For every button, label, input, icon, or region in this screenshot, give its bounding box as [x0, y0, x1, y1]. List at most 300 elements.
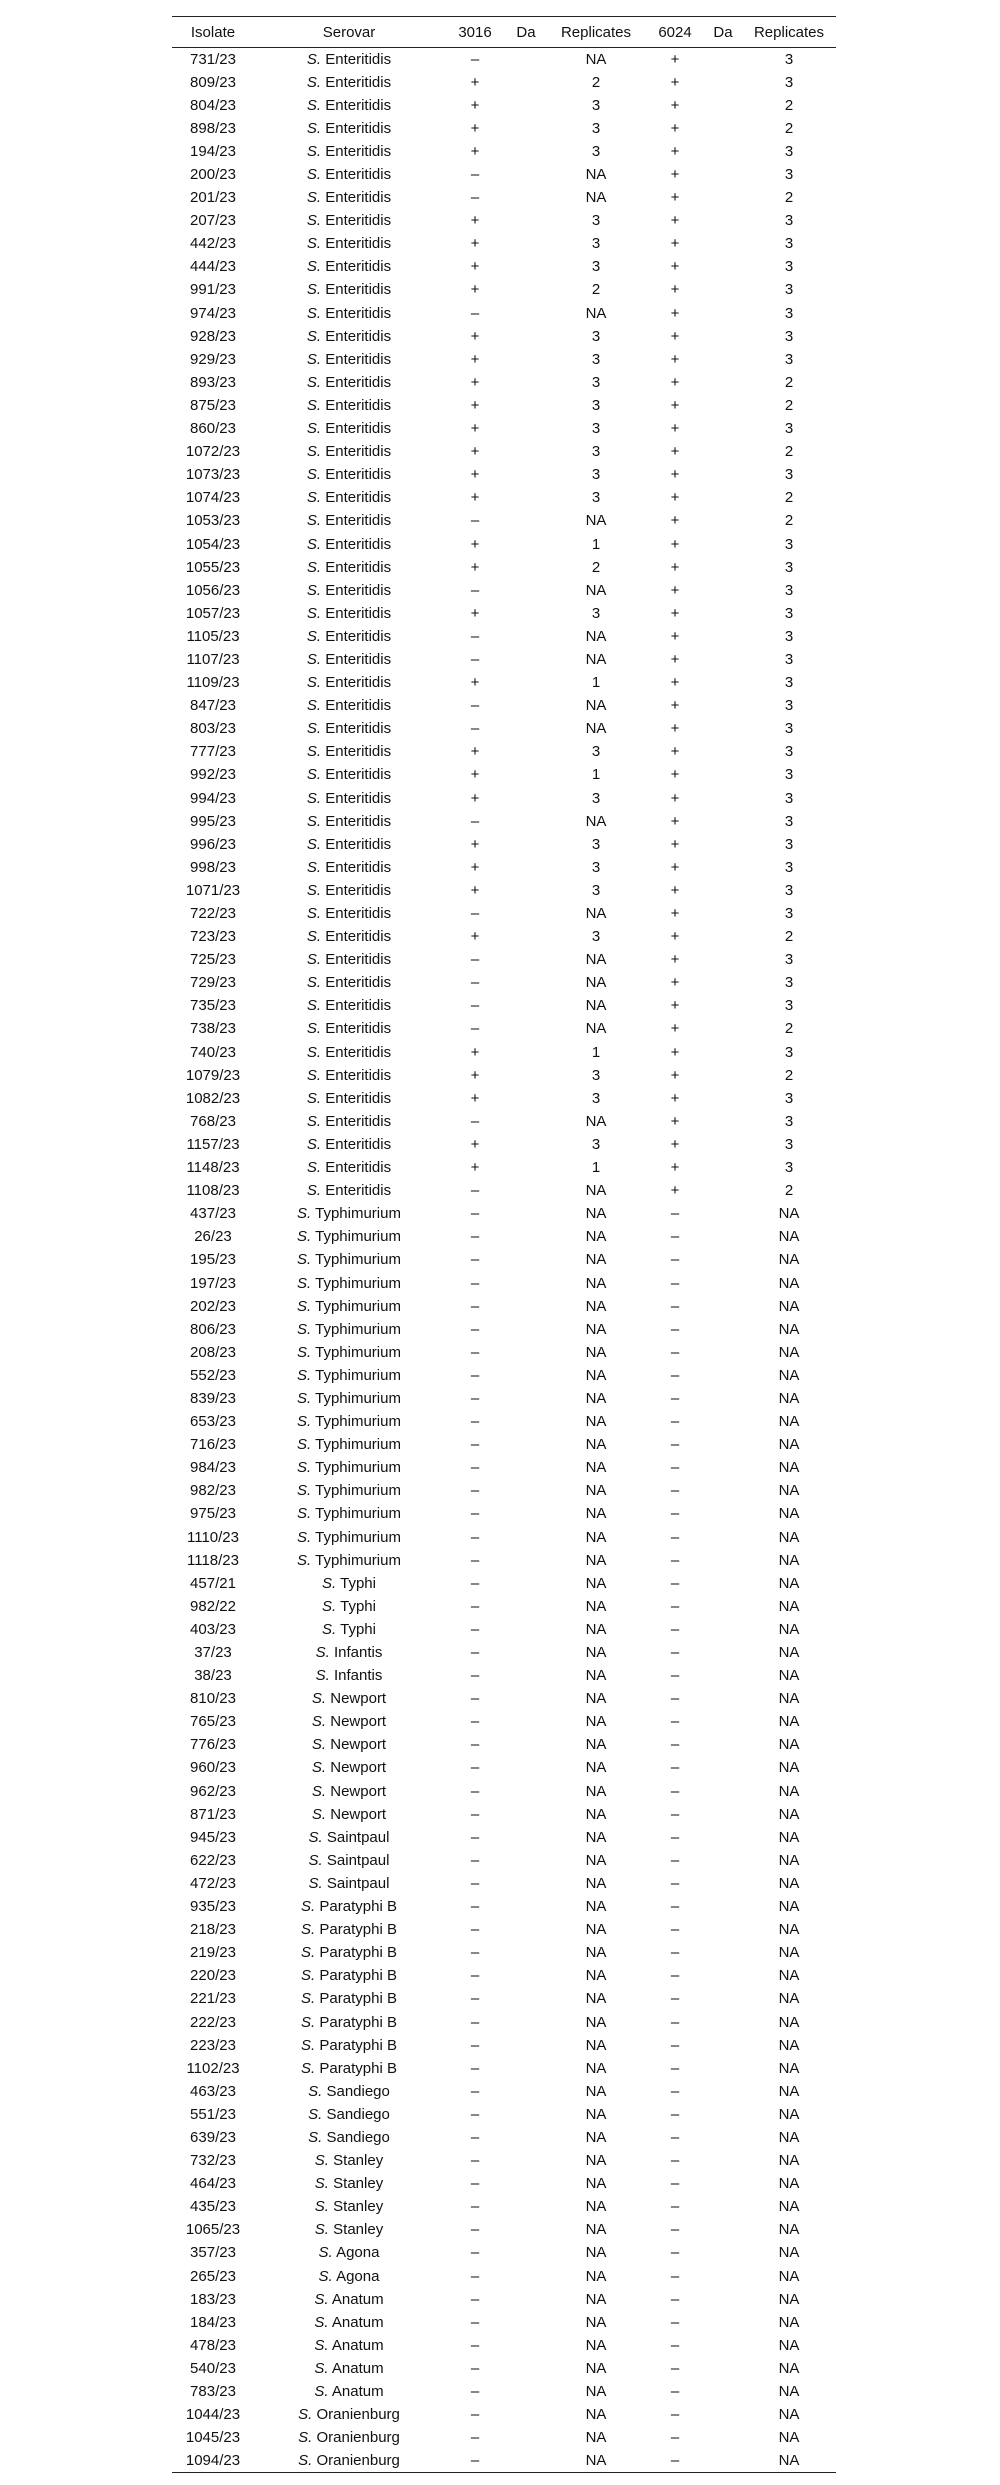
- table-row: [172, 1110, 836, 1133]
- result-6024-cell: +: [670, 466, 680, 484]
- replicates-6024-cell: 3: [784, 142, 794, 160]
- replicates-6024-cell: NA: [778, 1482, 800, 1500]
- replicates-6024-cell: 3: [784, 466, 794, 484]
- table-row: [172, 1641, 836, 1664]
- serovar-genus: S.: [297, 1366, 312, 1384]
- table-row: [172, 255, 836, 278]
- result-3016-cell: +: [470, 766, 480, 784]
- isolate-cell: 37/23: [194, 1644, 232, 1662]
- da-6024-cell: [704, 1017, 742, 1040]
- replicates-6024-cell: 3: [784, 166, 794, 184]
- da-3016-cell: [506, 717, 546, 740]
- serovar-genus: S.: [306, 304, 322, 322]
- serovar-name: Enteritidis: [325, 558, 392, 576]
- result-6024-cell: +: [670, 50, 680, 68]
- result-6024-cell: –: [670, 2267, 680, 2285]
- isolate-cell: 1108/23: [186, 1182, 240, 1200]
- isolate-cell: 768/23: [190, 1112, 236, 1130]
- result-6024-cell: –: [670, 1551, 680, 1569]
- result-3016-cell: –: [470, 2406, 480, 2424]
- result-6024-cell: +: [670, 951, 680, 969]
- isolate-cell: 806/23: [190, 1320, 236, 1338]
- serovar-cell: [254, 2241, 444, 2264]
- serovar-genus: S.: [297, 1482, 312, 1500]
- replicates-6024-cell: 2: [784, 489, 794, 507]
- da-3016-cell: [506, 2080, 546, 2103]
- da-3016-cell: [506, 1872, 546, 1895]
- result-3016-cell: +: [470, 235, 480, 253]
- serovar-genus: S.: [297, 1320, 312, 1338]
- table-row: [172, 579, 836, 602]
- serovar-cell: [254, 1179, 444, 1202]
- replicates-6024-cell: NA: [778, 1921, 800, 1939]
- result-6024-cell: +: [670, 443, 680, 461]
- result-3016-cell: –: [470, 50, 480, 68]
- result-6024-cell: –: [670, 2036, 680, 2054]
- serovar-cell: [254, 232, 444, 255]
- serovar-name: Typhimurium: [315, 1366, 401, 1384]
- replicates-3016-cell: 3: [591, 1089, 601, 1107]
- da-3016-cell: [506, 1572, 546, 1595]
- isolate-cell: 201/23: [190, 189, 236, 207]
- da-6024-cell: [704, 717, 742, 740]
- replicates-6024-cell: NA: [778, 1205, 800, 1223]
- da-3016-cell: [506, 1549, 546, 1572]
- serovar-cell: [254, 48, 444, 71]
- isolate-cell: 540/23: [190, 2359, 236, 2377]
- isolate-cell: 847/23: [190, 697, 236, 715]
- table-row: [172, 509, 836, 532]
- result-3016-cell: –: [470, 166, 480, 184]
- serovar-name: Typhimurium: [315, 1551, 401, 1569]
- serovar-genus: S.: [306, 835, 322, 853]
- serovar-name: Anatum: [331, 2290, 384, 2308]
- replicates-3016-cell: NA: [585, 50, 607, 68]
- replicates-3016-cell: NA: [585, 974, 607, 992]
- serovar-name: Enteritidis: [325, 650, 392, 668]
- result-6024-cell: +: [670, 928, 680, 946]
- replicates-6024-cell: NA: [778, 1413, 800, 1431]
- serovar-genus: S.: [306, 350, 322, 368]
- replicates-3016-cell: NA: [585, 2059, 607, 2077]
- replicates-3016-cell: NA: [585, 1782, 607, 1800]
- result-3016-cell: –: [470, 1551, 480, 1569]
- isolate-cell: 860/23: [190, 420, 236, 438]
- replicates-6024-cell: NA: [778, 2429, 800, 2447]
- table-row: [172, 325, 836, 348]
- serovar-name: Anatum: [331, 2336, 384, 2354]
- da-6024-cell: [704, 325, 742, 348]
- isolate-cell: 962/23: [190, 1782, 236, 1800]
- da-6024-cell: [704, 1156, 742, 1179]
- table-row: [172, 2126, 836, 2149]
- table-row: [172, 2265, 836, 2288]
- table-row: [172, 1572, 836, 1595]
- replicates-6024-cell: 3: [784, 420, 794, 438]
- result-6024-cell: +: [670, 881, 680, 899]
- serovar-genus: S.: [297, 1274, 312, 1292]
- serovar-cell: [254, 971, 444, 994]
- result-3016-cell: –: [470, 1736, 480, 1754]
- result-3016-cell: +: [470, 142, 480, 160]
- replicates-3016-cell: 3: [591, 420, 601, 438]
- result-3016-cell: –: [470, 974, 480, 992]
- da-3016-cell: [506, 2426, 546, 2449]
- replicates-6024-cell: NA: [778, 1505, 800, 1523]
- da-6024-cell: [704, 394, 742, 417]
- table-row: [172, 625, 836, 648]
- result-3016-cell: –: [470, 1898, 480, 1916]
- serovar-genus: S.: [306, 1089, 322, 1107]
- serovar-name: Newport: [330, 1805, 387, 1823]
- da-6024-cell: [704, 1756, 742, 1779]
- serovar-name: Enteritidis: [325, 466, 392, 484]
- table-row: [172, 2380, 836, 2403]
- result-3016-cell: –: [470, 2152, 480, 2170]
- da-3016-cell: [506, 625, 546, 648]
- replicates-6024-cell: NA: [778, 2105, 800, 2123]
- table-row: [172, 1872, 836, 1895]
- serovar-cell: [254, 1526, 444, 1549]
- results-table: [172, 16, 836, 2473]
- table-row: [172, 2057, 836, 2080]
- isolate-cell: 222/23: [190, 2013, 236, 2031]
- serovar-cell: [254, 602, 444, 625]
- da-3016-cell: [506, 2103, 546, 2126]
- serovar-genus: S.: [306, 1020, 322, 1038]
- table-row: [172, 648, 836, 671]
- table-row: [172, 1433, 836, 1456]
- serovar-name: Enteritidis: [325, 96, 392, 114]
- serovar-genus: S.: [306, 281, 322, 299]
- da-3016-cell: [506, 1687, 546, 1710]
- da-3016-cell: [506, 1271, 546, 1294]
- serovar-genus: S.: [306, 812, 322, 830]
- result-6024-cell: +: [670, 974, 680, 992]
- table-row: [172, 856, 836, 879]
- da-3016-cell: [506, 1710, 546, 1733]
- serovar-genus: S.: [306, 50, 322, 68]
- serovar-genus: S.: [311, 1736, 327, 1754]
- serovar-cell: [254, 2010, 444, 2033]
- result-3016-cell: +: [470, 396, 480, 414]
- serovar-cell: [254, 1410, 444, 1433]
- replicates-6024-cell: NA: [778, 2175, 800, 2193]
- replicates-3016-cell: NA: [585, 1274, 607, 1292]
- serovar-cell: [254, 717, 444, 740]
- isolate-cell: 1094/23: [172, 2449, 254, 2472]
- replicates-3016-cell: NA: [585, 1251, 607, 1269]
- isolate-cell: 1054/23: [185, 535, 241, 553]
- isolate-cell: 220/23: [190, 1967, 236, 1985]
- serovar-genus: S.: [301, 1921, 316, 1939]
- table-row: [172, 1964, 836, 1987]
- da-3016-cell: [506, 532, 546, 555]
- da-3016-cell: [506, 1826, 546, 1849]
- serovar-name: Enteritidis: [325, 1182, 392, 1200]
- isolate-cell: 809/23: [190, 73, 236, 91]
- serovar-name: Enteritidis: [325, 627, 392, 645]
- da-3016-cell: [506, 833, 546, 856]
- serovar-name: Sandiego: [326, 2082, 390, 2100]
- table-row: [172, 1895, 836, 1918]
- da-3016-cell: [506, 1387, 546, 1410]
- replicates-6024-cell: NA: [778, 1320, 800, 1338]
- result-3016-cell: –: [470, 1828, 480, 1846]
- result-6024-cell: +: [670, 720, 680, 738]
- replicates-6024-cell: NA: [778, 2128, 800, 2146]
- result-6024-cell: +: [670, 743, 680, 761]
- result-3016-cell: +: [470, 327, 480, 345]
- isolate-cell: 1065/23: [185, 2221, 241, 2239]
- serovar-name: Enteritidis: [325, 1066, 392, 1084]
- replicates-3016-cell: NA: [585, 905, 607, 923]
- da-3016-cell: [506, 1179, 546, 1202]
- serovar-name: Anatum: [331, 2313, 384, 2331]
- da-3016-cell: [506, 1849, 546, 1872]
- isolate-cell: 1109/23: [186, 674, 240, 692]
- da-6024-cell: [704, 417, 742, 440]
- isolate-cell: 38/23: [194, 1667, 232, 1685]
- isolate-cell: 221/23: [190, 1990, 236, 2008]
- da-6024-cell: [704, 810, 742, 833]
- replicates-3016-cell: 3: [591, 235, 601, 253]
- result-3016-cell: –: [470, 1482, 480, 1500]
- da-3016-cell: [506, 694, 546, 717]
- result-6024-cell: –: [670, 2406, 680, 2424]
- serovar-genus: S.: [306, 258, 322, 276]
- serovar-name: Typhimurium: [315, 1528, 401, 1546]
- serovar-cell: [254, 1087, 444, 1110]
- da-6024-cell: [704, 2103, 742, 2126]
- replicates-3016-cell: NA: [585, 697, 607, 715]
- result-6024-cell: +: [670, 858, 680, 876]
- replicates-3016-cell: 3: [591, 881, 601, 899]
- result-3016-cell: –: [470, 997, 480, 1015]
- table-row: [172, 278, 836, 301]
- replicates-6024-cell: NA: [778, 2244, 800, 2262]
- replicates-6024-cell: 3: [784, 235, 794, 253]
- result-3016-cell: –: [470, 1782, 480, 1800]
- da-3016-cell: [506, 48, 546, 71]
- serovar-name: Enteritidis: [325, 304, 392, 322]
- result-3016-cell: –: [470, 1967, 480, 1985]
- isolate-cell: 998/23: [190, 858, 236, 876]
- serovar-genus: S.: [298, 2406, 313, 2424]
- serovar-cell: [254, 1387, 444, 1410]
- serovar-genus: S.: [297, 1459, 312, 1477]
- replicates-6024-cell: 2: [784, 928, 794, 946]
- da-6024-cell: [704, 2426, 742, 2449]
- result-3016-cell: –: [470, 951, 480, 969]
- da-3016-cell: [506, 463, 546, 486]
- result-3016-cell: –: [470, 1528, 480, 1546]
- result-3016-cell: +: [470, 743, 480, 761]
- table-row: [172, 1664, 836, 1687]
- result-6024-cell: –: [670, 2175, 680, 2193]
- replicates-6024-cell: NA: [778, 1736, 800, 1754]
- isolate-cell: 552/23: [190, 1366, 236, 1384]
- serovar-cell: [254, 1364, 444, 1387]
- serovar-genus: S.: [306, 212, 322, 230]
- serovar-name: Oranienburg: [316, 2452, 400, 2470]
- da-3016-cell: [506, 2057, 546, 2080]
- replicates-6024-cell: NA: [778, 2152, 800, 2170]
- replicates-3016-cell: 1: [591, 1043, 601, 1061]
- serovar-cell: [254, 1710, 444, 1733]
- result-6024-cell: +: [670, 674, 680, 692]
- table-row: [172, 1156, 836, 1179]
- da-3016-cell: [506, 1225, 546, 1248]
- da-6024-cell: [704, 2010, 742, 2033]
- serovar-cell: [254, 2057, 444, 2080]
- serovar-name: Enteritidis: [325, 1020, 392, 1038]
- replicates-6024-cell: 3: [784, 1112, 794, 1130]
- replicates-6024-cell: NA: [778, 1343, 800, 1361]
- da-3016-cell: [506, 2172, 546, 2195]
- result-6024-cell: –: [646, 2449, 704, 2472]
- da-6024-cell: [704, 2195, 742, 2218]
- result-6024-cell: +: [670, 1112, 680, 1130]
- serovar-name: Sandiego: [326, 2105, 390, 2123]
- replicates-6024-cell: 3: [784, 766, 794, 784]
- da-3016-cell: [506, 1041, 546, 1064]
- serovar-genus: S.: [306, 558, 322, 576]
- da-6024-cell: [704, 2080, 742, 2103]
- serovar-name: Enteritidis: [325, 350, 392, 368]
- da-3016-cell: [506, 2034, 546, 2057]
- replicates-3016-cell: NA: [585, 812, 607, 830]
- replicates-3016-cell: 3: [591, 96, 601, 114]
- serovar-genus: S.: [315, 1667, 330, 1685]
- serovar-genus: S.: [306, 743, 322, 761]
- table-row: [172, 1456, 836, 1479]
- da-3016-cell: [506, 1664, 546, 1687]
- serovar-genus: S.: [306, 697, 322, 715]
- table-row: [172, 2288, 836, 2311]
- serovar-genus: S.: [306, 1043, 322, 1061]
- table-row: [172, 1803, 836, 1826]
- table-row: [172, 1987, 836, 2010]
- result-3016-cell: –: [470, 1644, 480, 1662]
- replicates-3016-cell: NA: [585, 1320, 607, 1338]
- serovar-genus: S.: [308, 2082, 323, 2100]
- result-3016-cell: +: [470, 212, 480, 230]
- serovar-cell: [254, 763, 444, 786]
- serovar-genus: S.: [306, 96, 322, 114]
- da-3016-cell: [506, 948, 546, 971]
- da-6024-cell: [704, 1041, 742, 1064]
- replicates-6024-cell: 3: [784, 535, 794, 553]
- table-row: [172, 2010, 836, 2033]
- result-3016-cell: –: [470, 2244, 480, 2262]
- table-row: [172, 902, 836, 925]
- isolate-cell: 478/23: [190, 2336, 236, 2354]
- da-3016-cell: [506, 1133, 546, 1156]
- da-3016-cell: [506, 2265, 546, 2288]
- replicates-3016-cell: NA: [585, 1898, 607, 1916]
- serovar-cell: [254, 1756, 444, 1779]
- serovar-cell: [254, 255, 444, 278]
- da-6024-cell: [704, 1225, 742, 1248]
- result-6024-cell: –: [670, 2313, 680, 2331]
- result-3016-cell: –: [470, 1251, 480, 1269]
- serovar-genus: S.: [297, 1251, 312, 1269]
- result-3016-cell: +: [470, 73, 480, 91]
- result-6024-cell: +: [670, 258, 680, 276]
- da-6024-cell: [704, 2241, 742, 2264]
- serovar-name: Enteritidis: [325, 1112, 392, 1130]
- da-6024-cell: [704, 2334, 742, 2357]
- result-6024-cell: –: [670, 1505, 680, 1523]
- table-row: [172, 2103, 836, 2126]
- serovar-cell: [254, 94, 444, 117]
- result-3016-cell: –: [470, 1366, 480, 1384]
- replicates-3016-cell: 2: [591, 281, 601, 299]
- replicates-3016-cell: NA: [585, 1597, 607, 1615]
- serovar-name: Typhimurium: [315, 1482, 401, 1500]
- serovar-name: Newport: [330, 1736, 387, 1754]
- isolate-cell: 1082/23: [185, 1089, 241, 1107]
- table-row: [172, 1133, 836, 1156]
- replicates-3016-cell: NA: [585, 1759, 607, 1777]
- serovar-name: Enteritidis: [325, 396, 392, 414]
- result-3016-cell: +: [470, 96, 480, 114]
- replicates-6024-cell: NA: [778, 1389, 800, 1407]
- da-3016-cell: [506, 648, 546, 671]
- serovar-genus: S.: [306, 1066, 322, 1084]
- replicates-6024-cell: NA: [778, 2406, 800, 2424]
- result-3016-cell: +: [470, 858, 480, 876]
- replicates-3016-cell: NA: [585, 2429, 607, 2447]
- replicates-3016-cell: 3: [591, 142, 601, 160]
- replicates-6024-cell: 3: [784, 1159, 794, 1177]
- result-3016-cell: –: [470, 1874, 480, 1892]
- serovar-genus: S.: [297, 1551, 312, 1569]
- serovar-genus: S.: [318, 2244, 333, 2262]
- isolate-cell: 195/23: [190, 1251, 236, 1269]
- serovar-name: Enteritidis: [325, 812, 392, 830]
- table-row: [172, 186, 836, 209]
- serovar-genus: S.: [306, 373, 322, 391]
- isolate-cell: 1107/23: [186, 650, 240, 668]
- replicates-6024-cell: 3: [784, 73, 794, 91]
- serovar-cell: [254, 1271, 444, 1294]
- table-row: [172, 879, 836, 902]
- serovar-cell: [254, 302, 444, 325]
- serovar-cell: [254, 1479, 444, 1502]
- serovar-cell: [254, 278, 444, 301]
- isolate-cell: 208/23: [190, 1343, 236, 1361]
- replicates-3016-cell: NA: [585, 1851, 607, 1869]
- isolate-cell: 875/23: [190, 396, 236, 414]
- replicates-3016-cell: NA: [585, 1389, 607, 1407]
- da-6024-cell: [704, 2265, 742, 2288]
- result-3016-cell: –: [470, 1297, 480, 1315]
- result-3016-cell: –: [470, 1413, 480, 1431]
- serovar-name: Oranienburg: [316, 2406, 400, 2424]
- replicates-3016-cell: NA: [585, 1228, 607, 1246]
- replicates-3016-cell: NA: [585, 1667, 607, 1685]
- da-3016-cell: [506, 278, 546, 301]
- result-3016-cell: –: [470, 2175, 480, 2193]
- result-6024-cell: –: [670, 1459, 680, 1477]
- isolate-cell: 1079/23: [185, 1066, 241, 1084]
- result-6024-cell: –: [670, 1713, 680, 1731]
- replicates-6024-cell: NA: [778, 2383, 800, 2401]
- result-3016-cell: –: [470, 1320, 480, 1338]
- serovar-name: Enteritidis: [325, 766, 392, 784]
